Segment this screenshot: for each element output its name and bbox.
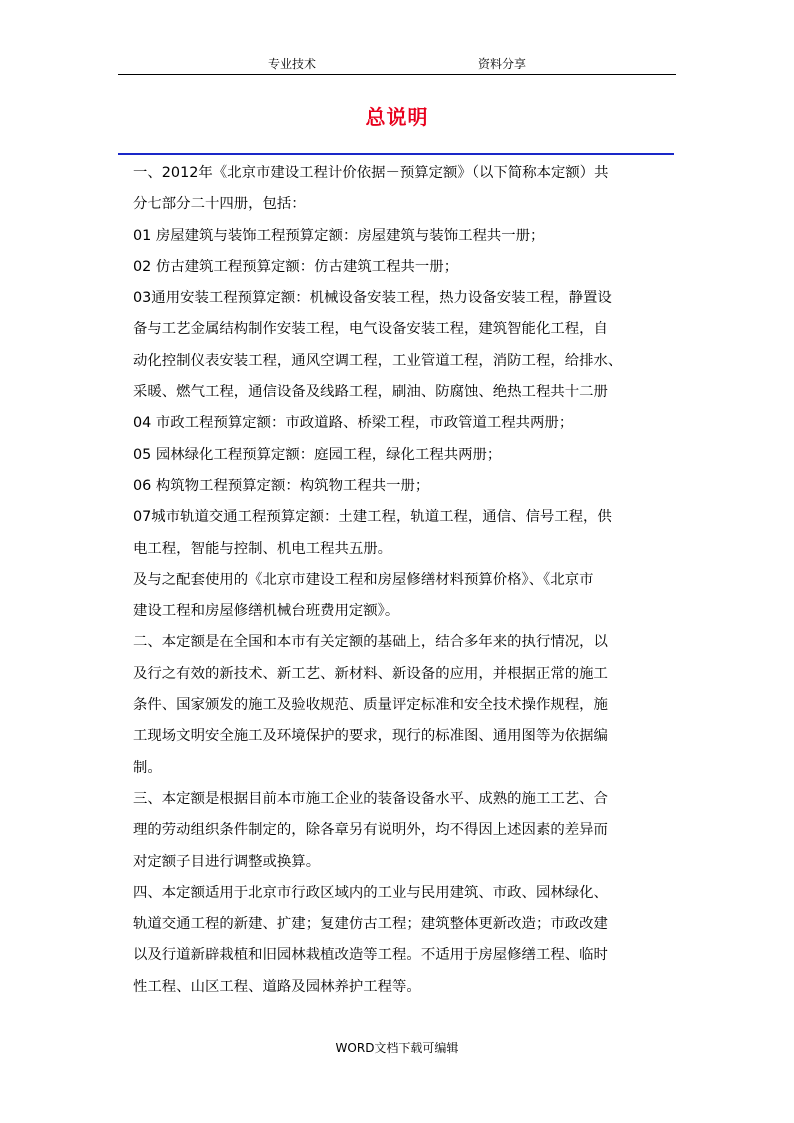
body-line: 二、本定额是在全国和本市有关定额的基础上，结合多年来的执行情况，以	[133, 634, 608, 651]
body-line: 建设工程和房屋修缮机械台班费用定额》。	[133, 603, 400, 620]
body-line: 电工程，智能与控制、机电工程共五册。	[133, 540, 393, 557]
page-header	[118, 54, 676, 75]
body-line: 04 市政工程预算定额：市政道路、桥梁工程，市政管道工程共两册；	[133, 415, 574, 432]
body-line: 及行之有效的新技术、新工艺、新材料、新设备的应用，并根据正常的施工	[133, 665, 608, 682]
body-line: 性工程、山区工程、道路及园林养护工程等。	[133, 978, 421, 995]
body-line: 及与之配套使用的《北京市建设工程和房屋修缮材料预算价格》、《北京市	[133, 571, 594, 588]
header-right-text: 资料分享	[478, 57, 527, 71]
body-line: 对定额子目进行调整或换算。	[133, 853, 321, 870]
body-line: 02 仿古建筑工程预算定额：仿古建筑工程共一册；	[133, 258, 459, 275]
body-line: 制。	[133, 759, 162, 776]
body-line: 四、本定额适用于北京市行政区域内的工业与民用建筑、市政、园林绿化、	[133, 884, 608, 901]
body-line: 条件、国家颁发的施工及验收规范、质量评定标准和安全技术操作规程，施	[133, 697, 608, 714]
header-left-text: 专业技术	[268, 57, 317, 71]
document-title: 总说明	[365, 105, 429, 129]
body-line: 03通用安装工程预算定额：机械设备安装工程，热力设备安装工程，静置设	[133, 290, 612, 307]
body-line: 动化控制仪表安装工程，通风空调工程，工业管道工程，消防工程，给排水、	[133, 352, 623, 369]
body-line: 一、2012年《北京市建设工程计价依据－预算定额》（以下简称本定额）共	[133, 165, 609, 181]
body-line: 07城市轨道交通工程预算定额：土建工程，轨道工程，通信、信号工程，供	[133, 509, 612, 526]
title-divider	[118, 153, 674, 155]
page-footer: WORD文档下载可编辑	[335, 1041, 459, 1055]
body-line: 三、本定额是根据目前本市施工企业的装备设备水平、成熟的施工工艺、合	[133, 790, 608, 807]
body-line: 01 房屋建筑与装饰工程预算定额：房屋建筑与装饰工程共一册；	[133, 227, 545, 244]
body-line: 工现场文明安全施工及环境保护的要求，现行的标准图、通用图等为依据编	[133, 728, 608, 745]
body-line: 采暖、燃气工程，通信设备及线路工程，刷油、防腐蚀、绝热工程共十二册	[133, 384, 608, 401]
body-line: 05 园林绿化工程预算定额：庭园工程，绿化工程共两册；	[133, 446, 502, 463]
body-line: 备与工艺金属结构制作安装工程，电气设备安装工程，建筑智能化工程，自	[133, 321, 608, 338]
body-line: 06 构筑物工程预算定额：构筑物工程共一册；	[133, 477, 430, 494]
body-line: 分七部分二十四册，包括：	[133, 196, 306, 213]
body-line: 理的劳动组织条件制定的，除各章另有说明外，均不得因上述因素的差异而	[133, 822, 608, 839]
body-line: 轨道交通工程的新建、扩建；复建仿古工程；建筑整体更新改造；市政改建	[133, 916, 608, 933]
document-body	[133, 158, 663, 1003]
body-line: 以及行道新辟栽植和旧园林栽植改造等工程。不适用于房屋修缮工程、临时	[133, 947, 608, 964]
